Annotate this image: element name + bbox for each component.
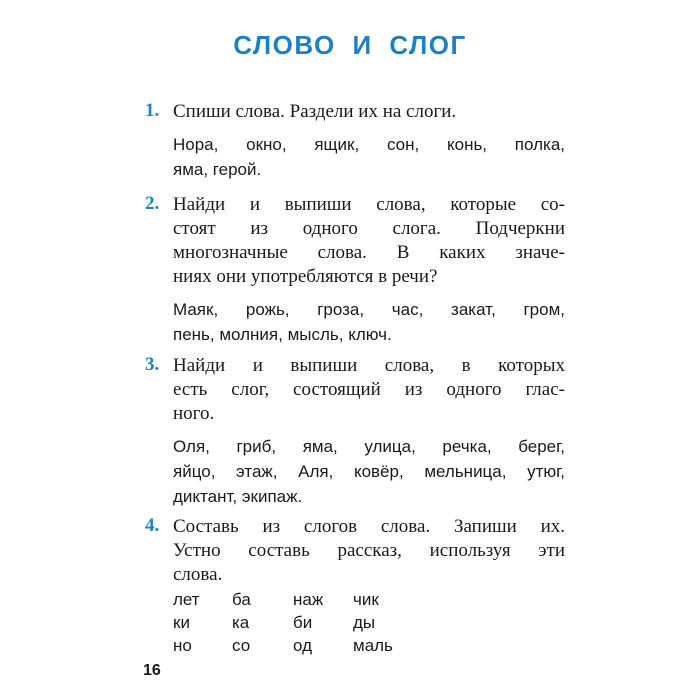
exercise-words xyxy=(173,297,565,347)
exercise-2 xyxy=(145,193,565,347)
exercise-1 xyxy=(145,100,565,182)
exercise-task xyxy=(173,515,565,587)
words-line: пень, молния, мысль, ключ. xyxy=(173,325,392,344)
exercise-words xyxy=(173,434,565,509)
exercise-words xyxy=(173,132,565,182)
exercise-task xyxy=(173,193,565,289)
syllable: од xyxy=(293,636,313,655)
task-line: ниях они употребляются в речи? xyxy=(173,266,438,287)
page-title: СЛОВО И СЛОГ xyxy=(233,30,467,60)
task-line: Найди и выпиши слова, которые со- xyxy=(173,194,565,215)
exercise-4 xyxy=(145,515,565,587)
exercise-3 xyxy=(145,354,565,509)
syllable-grid xyxy=(173,590,433,659)
exercise-number: 3. xyxy=(145,354,160,375)
words-line: яйцо, этаж, Аля, ковёр, мельница, утюг, xyxy=(173,462,565,481)
syllable: ды xyxy=(353,613,376,632)
task-line: многозначные слова. В каких значе- xyxy=(173,242,565,263)
task-line: ного. xyxy=(173,403,215,424)
words-line: яма, герой. xyxy=(173,160,262,179)
syllable-row xyxy=(173,613,433,636)
syllable: со xyxy=(232,636,251,655)
exercise-task xyxy=(173,354,565,426)
syllable: ба xyxy=(232,590,251,609)
exercise-number: 4. xyxy=(145,515,160,536)
task-line: Найди и выпиши слова, в которых xyxy=(173,355,565,376)
syllable: но xyxy=(173,636,192,655)
syllable: лет xyxy=(173,590,200,609)
syllable: ка xyxy=(232,613,250,632)
task-line: Составь из слогов слова. Запиши их. xyxy=(173,516,565,537)
syllable: би xyxy=(293,613,313,632)
syllable: наж xyxy=(293,590,324,609)
task-line: есть слог, состоящий из одного глас- xyxy=(173,379,565,400)
page-number: 16 xyxy=(143,662,161,679)
words-line: Маяк, рожь, гроза, час, закат, гром, xyxy=(173,300,565,319)
syllable-row xyxy=(173,636,433,659)
words-line: Нора, окно, ящик, сон, конь, полка, xyxy=(173,135,565,154)
task-line: слова. xyxy=(173,564,223,585)
exercise-task xyxy=(173,100,565,124)
words-line: диктант, экипаж. xyxy=(173,487,303,506)
syllable-row xyxy=(173,590,433,613)
syllable: маль xyxy=(353,636,393,655)
words-line: Оля, гриб, яма, улица, речка, берег, xyxy=(173,437,565,456)
exercise-number: 2. xyxy=(145,193,160,214)
syllable: чик xyxy=(353,590,379,609)
syllable: ки xyxy=(173,613,190,632)
exercise-number: 1. xyxy=(145,100,160,121)
task-line: стоят из одного слога. Подчеркни xyxy=(173,218,565,239)
task-line: Устно составь рассказ, используя эти xyxy=(173,540,565,561)
task-line: Спиши слова. Раздели их на слоги. xyxy=(173,101,457,122)
